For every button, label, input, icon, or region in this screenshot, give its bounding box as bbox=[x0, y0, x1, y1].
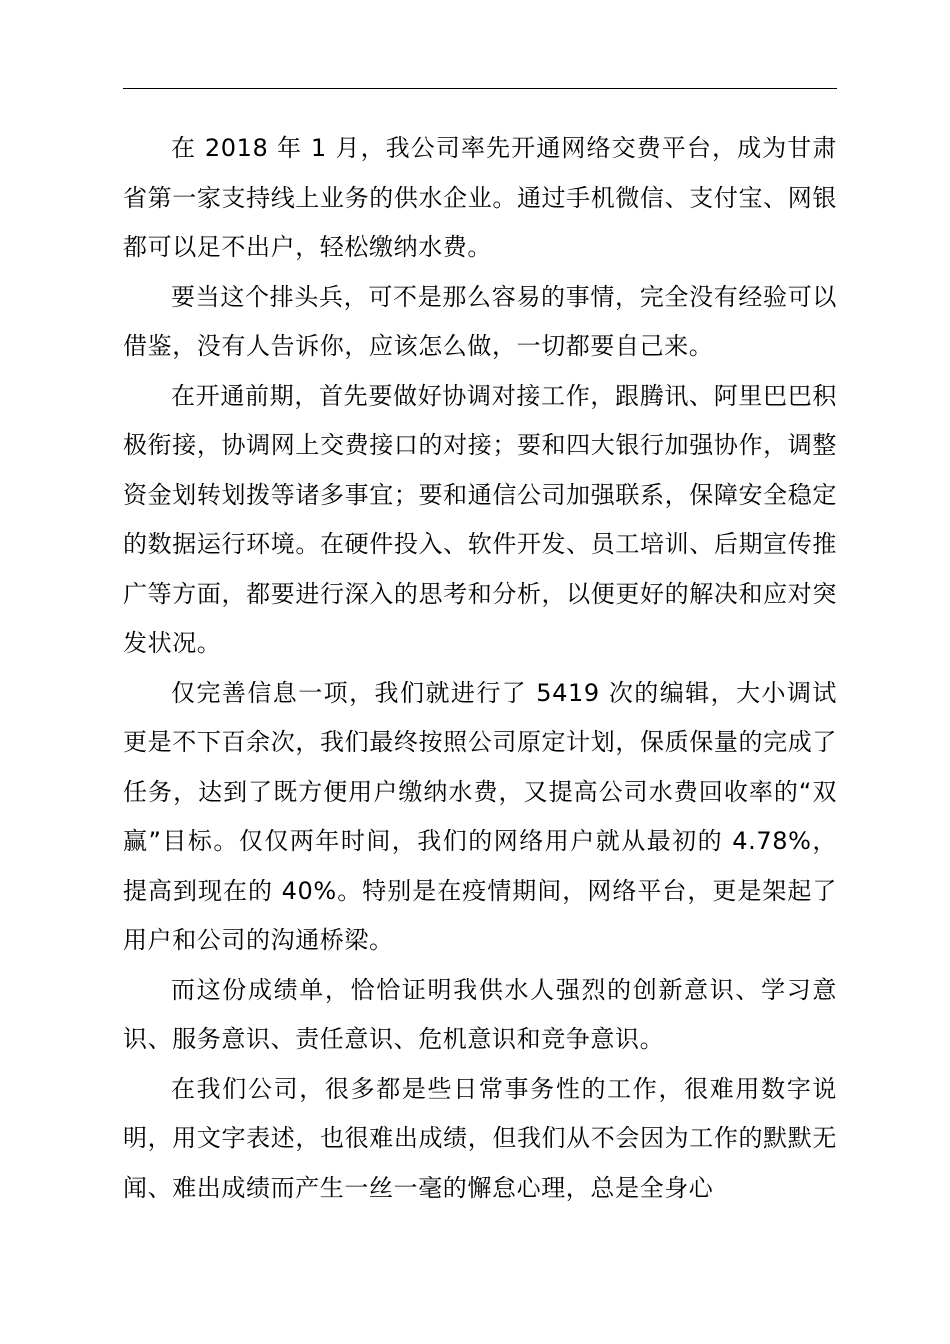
paragraph-1: 在 2018 年 1 月，我公司率先开通网络交费平台，成为甘肃省第一家支持线上业务的供水企业。通过手机微信、支付宝、网银都可以足不出户，轻松缴纳水费。 bbox=[123, 134, 837, 261]
paragraph-6: 在我们公司，很多都是些日常事务性的工作，很难用数字说明，用文字表述，也很难出成绩，但我们从不会因为工作的默默无闻、难出成绩而产生一丝一毫的懈怠心理，总是全身心 bbox=[123, 1074, 837, 1202]
paragraph-3: 在开通前期，首先要做好协调对接工作，跟腾讯、阿里巴巴积极衔接，协调网上交费接口的对接；要和四大银行加强协作，调整资金划转划拨等诸多事宜；要和通信公司加强联系，保障安全稳定的数据运行环境。在硬件投入、软件开发、员工培训、后期宣传推广等方面，都要进行深入的思考和分析，以便更好的解决和应对突发状况。 bbox=[123, 381, 837, 657]
paragraph-2: 要当这个排头兵，可不是那么容易的事情，完全没有经验可以借鉴，没有人告诉你，应该怎么做，一切都要自己来。 bbox=[123, 282, 837, 360]
paragraph-5: 而这份成绩单，恰恰证明我供水人强烈的创新意识、学习意识、服务意识、责任意识、危机意识和竞争意识。 bbox=[123, 975, 837, 1053]
document-body bbox=[123, 124, 837, 1213]
paragraph-4: 仅完善信息一项，我们就进行了 5419 次的编辑，大小调试更是不下百余次，我们最终按照公司原定计划，保质保量的完成了任务，达到了既方便用户缴纳水费，又提高公司水费回收率的“双赢”目标。仅仅两年时间，我们的网络用户就从最初的 4.78%，提高到现在的 40%。特别是在疫情期间，网络平台，更是架起了用户和公司的沟通桥梁。 bbox=[123, 678, 837, 954]
header-rule bbox=[123, 88, 837, 89]
